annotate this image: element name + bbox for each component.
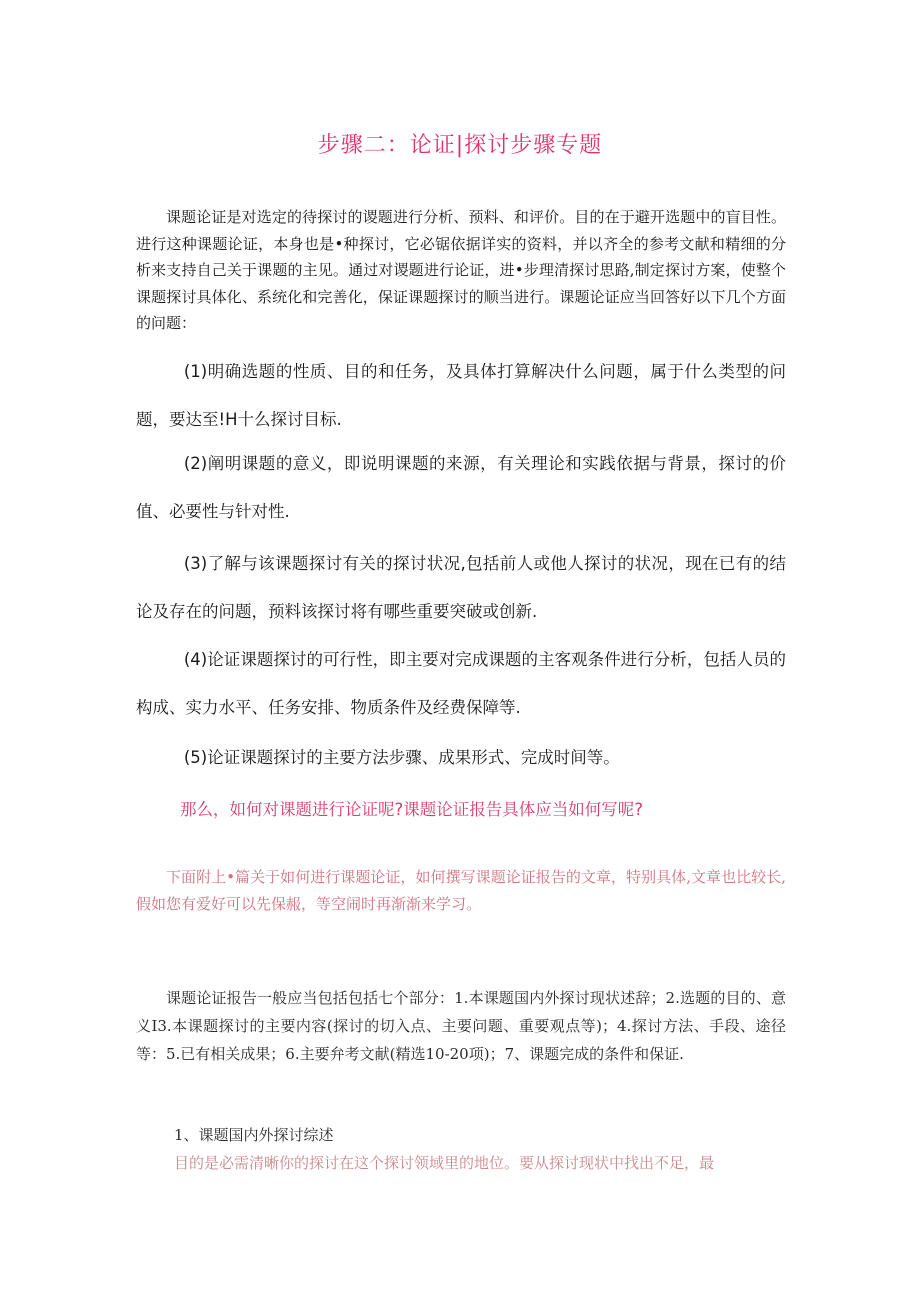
report-parts-paragraph: 课题论证报告一般应当包括包括七个部分：1.本课题国内外探讨现状述辞；2.选题的目的、意义I3.本课题探讨的主要内容(探讨的切入点、主要问题、重要观点等)；4.探讨方法、手段、途径等：5.已有相关成果；6.主要弁考文献(精选10-20项)；7、课题完成的条件和保证. [136,989,786,1063]
question-item-2: (2)阐明课题的意义，即说明课题的来源，有关理论和实践依据与背景，探讨的价值、必要性与针对性. [136,454,786,521]
attachment-note: 下面附上•篇关于如何进行课题论证，如何撰写课题论证报告的文章，特别具体,文章也比较长,假如您有爱好可以先保赧，等空闹时再渐渐来学习。 [136,868,786,913]
page-title: 步骤二：论证|探讨步骤专题 [317,133,603,158]
section-heading: 1、课题国内外探讨综述 [174,1126,334,1144]
question-item-5: (5)论证课题探讨的主要方法步骤、成果形式、完成时间等。 [183,748,620,767]
question-item-1: (1)明确选题的性质、目的和任务，及具体打算解决什么问题，属于什么类型的问题，要达至!H十么探讨目标. [136,362,786,429]
question-item-4: (4)论证课题探讨的可行性，即主要对完成课题的主客观条件进行分析，包括人员的构成、实力水平、任务安排、物质条件及经费保障等. [136,650,786,717]
question-item-3: (3)了解与该课题探讨有关的探讨状况,包括前人或他人探讨的状况，现在已有的结论及存在的问题，预料该探讨将有哪些重要突破或创新. [136,554,786,621]
intro-paragraph: 课题论证是对选定的待探讨的谡题进行分析、预料、和评价。目的在于避开选题中的盲目性。进行这种课题论证，本身也是•种探讨，它必锯依据详实的资料，并以齐全的参考文献和精细的分析来支持自己关于课题的主见。通过对谡题进行论证，进•步理清探讨思路,制定探讨方案，使整个课题探讨具体化、系统化和完善化，保证课题探讨的顺当进行。课题论证应当回答好以下几个方面的问题： [136,208,786,332]
section-text: 目的是必需清晰你的探讨在这个探讨领域里的地位。要从探讨现状中找出不足，最 [174,1154,715,1172]
highlight-question: 那么，如何对课题进行论证呢?课题论证报告具体应当如何写呢? [180,800,644,819]
